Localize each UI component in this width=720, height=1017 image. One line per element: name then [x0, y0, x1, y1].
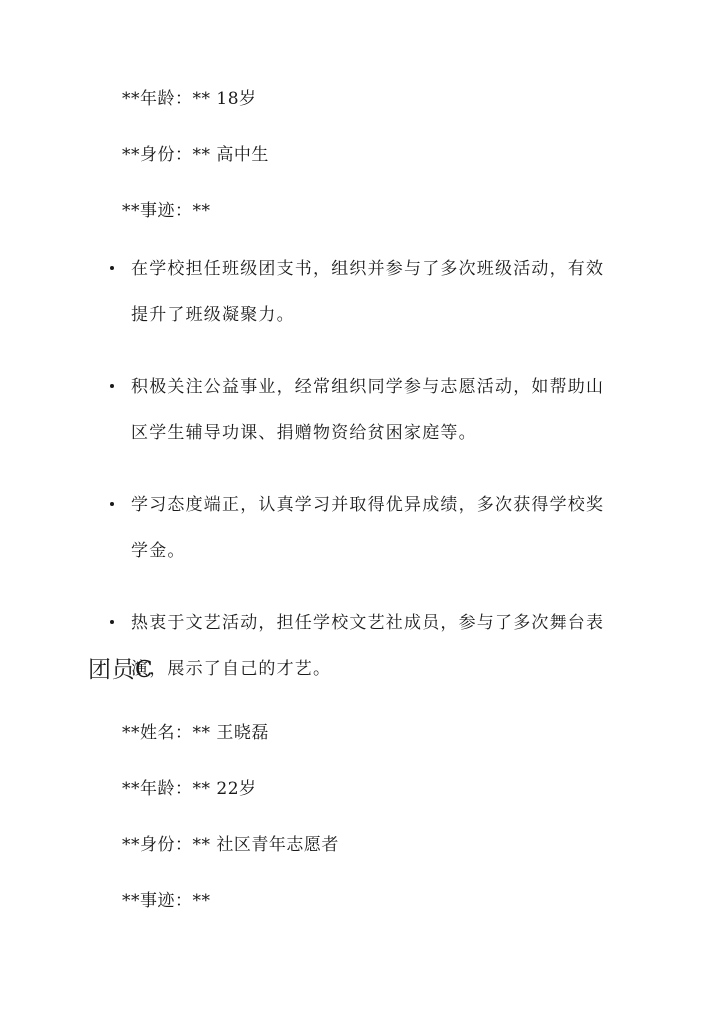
bullet-icon — [110, 384, 114, 388]
member-c-identity: **身份：** 社区青年志愿者 — [122, 835, 339, 855]
member-c-deeds-label: **事迹：** — [122, 891, 211, 911]
member-c-heading: 团员C — [88, 657, 154, 683]
deed-list-item — [0, 246, 621, 338]
member-b-age: **年龄：** 18岁 — [122, 89, 257, 109]
member-c-age: **年龄：** 22岁 — [122, 779, 257, 799]
deed-text: 学习态度端正，认真学习并取得优异成绩，多次获得学校奖学金。 — [131, 495, 605, 561]
deed-list-item — [0, 482, 621, 574]
bullet-icon — [110, 620, 114, 624]
deed-text: 在学校担任班级团支书，组织并参与了多次班级活动，有效提升了班级凝聚力。 — [131, 259, 605, 325]
bullet-icon — [110, 266, 114, 270]
member-b-deeds-list — [0, 246, 720, 718]
deed-text: 积极关注公益事业，经常组织同学参与志愿活动，如帮助山区学生辅导功课、捐赠物资给贫困家庭等。 — [131, 377, 605, 443]
deed-text: 热衷于文艺活动，担任学校文艺社成员，参与了多次舞台表演，展示了自己的才艺。 — [131, 613, 605, 679]
deed-list-item — [0, 364, 621, 456]
member-b-identity: **身份：** 高中生 — [122, 145, 269, 165]
bullet-icon — [110, 502, 114, 506]
member-b-deeds-label: **事迹：** — [122, 201, 211, 221]
member-c-name: **姓名：** 王晓磊 — [122, 723, 269, 743]
